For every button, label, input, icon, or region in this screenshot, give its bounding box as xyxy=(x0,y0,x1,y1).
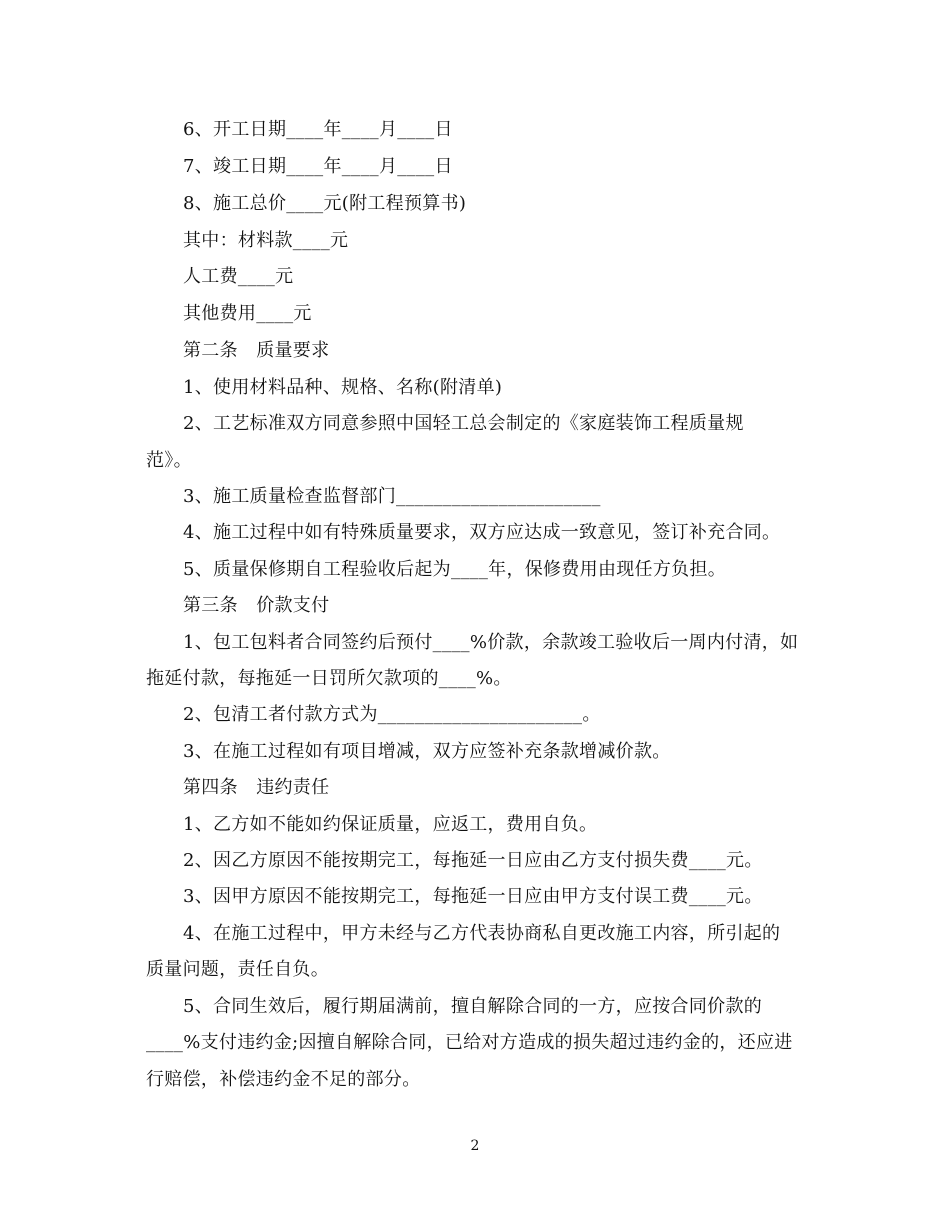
text-line: 2、包清工者付款方式为______________________。 xyxy=(183,704,601,725)
text-line: 5、合同生效后，履行期届满前，擅自解除合同的一方，应按合同价款的 xyxy=(183,996,763,1017)
text-line: 其中：材料款____元 xyxy=(183,230,349,251)
text-line: 2、工艺标准双方同意参照中国轻工总会制定的《家庭装饰工程质量规 xyxy=(183,413,744,434)
text-line: 质量问题，责任自负。 xyxy=(146,959,329,980)
section-heading: 第三条 价款支付 xyxy=(183,595,330,616)
text-line: 3、因甲方原因不能按期完工，每拖延一日应由甲方支付误工费____元。 xyxy=(183,886,763,907)
text-line: 6、开工日期____年____月____日 xyxy=(183,119,453,140)
text-line: 3、在施工过程如有项目增减，双方应签补充条款增减价款。 xyxy=(183,741,671,762)
text-line: 范》。 xyxy=(146,450,192,471)
text-line: 1、包工包料者合同签约后预付____%价款，余款竣工验收后一周内付清，如 xyxy=(183,632,799,653)
text-line: 3、施工质量检查监督部门______________________ xyxy=(183,486,601,507)
text-line: 1、使用材料品种、规格、名称(附清单) xyxy=(183,377,503,398)
text-line: 人工费____元 xyxy=(183,266,294,287)
text-line: 8、施工总价____元(附工程预算书) xyxy=(183,193,467,214)
section-heading: 第二条 质量要求 xyxy=(183,340,330,361)
section-heading: 第四条 违约责任 xyxy=(183,777,330,798)
text-line: 其他费用____元 xyxy=(183,303,312,324)
text-line: 4、在施工过程中，甲方未经与乙方代表协商私自更改施工内容，所引起的 xyxy=(183,923,781,944)
text-line: 拖延付款，每拖延一日罚所欠款项的____%。 xyxy=(146,668,512,689)
text-line: ____%支付违约金;因擅自解除合同，已给对方造成的损失超过违约金的，还应进 xyxy=(146,1032,793,1053)
text-line: 4、施工过程中如有特殊质量要求，双方应达成一致意见，签订补充合同。 xyxy=(183,522,781,543)
text-line: 行赔偿，补偿违约金不足的部分。 xyxy=(146,1069,421,1090)
text-line: 1、乙方如不能如约保证质量，应返工，费用自负。 xyxy=(183,814,598,835)
page-number: 2 xyxy=(470,1138,480,1154)
text-line: 5、质量保修期自工程验收后起为____年，保修费用由现任方负担。 xyxy=(183,559,727,580)
text-line: 7、竣工日期____年____月____日 xyxy=(183,156,453,177)
text-line: 2、因乙方原因不能按期完工，每拖延一日应由乙方支付损失费____元。 xyxy=(183,850,763,871)
